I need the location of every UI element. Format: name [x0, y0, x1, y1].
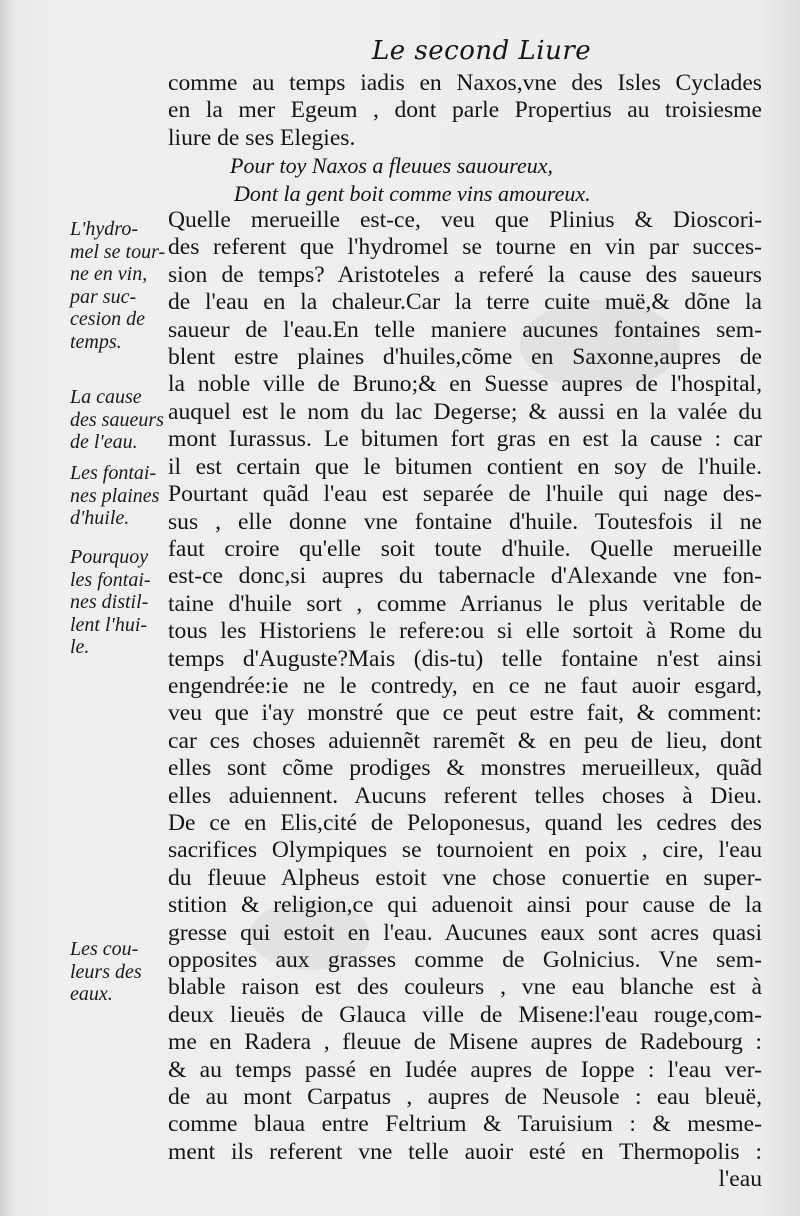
text-line: auquel est le nom du lac Degerse; & aussi en la valée du	[168, 398, 762, 425]
text-line: Quelle merueille est-ce, veu que Plinius & Dioscori-	[168, 207, 762, 234]
text-line: gresse qui estoit en l'eau. Aucunes eaux sont acres quasi	[168, 919, 762, 946]
margin-note-line: Les fontai-	[70, 462, 157, 484]
text-line: elles aduiennent. Aucuns referent telles choses à Dieu.	[168, 782, 762, 809]
margin-note-cause	[70, 386, 168, 454]
text-line: du fleuue Alpheus estoit vne chose conuertie en super-	[168, 864, 762, 891]
margin-note-line: mel se tour-	[70, 240, 166, 263]
main-text	[168, 70, 762, 1194]
margin-note-pourquoy	[70, 546, 168, 659]
text-line: saueur de l'eau.En telle maniere aucunes fontaines sem-	[168, 316, 762, 343]
text-line: De ce en Elis,cité de Peloponesus, quand les cedres des	[168, 809, 762, 836]
text-line: faut croire qu'elle soit toute d'huile. Quelle merueille	[168, 535, 762, 562]
text-line: & au temps passé en Iudée aupres de Ioppe : l'eau ver-	[168, 1056, 762, 1083]
margin-note-couleurs	[70, 938, 168, 1006]
margin-note-line: L'hydro-	[70, 218, 138, 240]
text-line: taine d'huile sort , comme Arrianus le plus veritable de	[168, 590, 762, 617]
text-line: deux lieuës de Glauca ville de Misene:l'eau rouge,com-	[168, 1001, 762, 1028]
margin-note-line: lent l'hui-	[70, 613, 148, 636]
margin-note-line: les fontai-	[70, 568, 151, 591]
text-line: temps d'Auguste?Mais (dis-tu) telle fontaine n'est ainsi	[168, 645, 762, 672]
text-line: car ces choses aduiennẽt raremẽt & en peu de lieu, dont	[168, 727, 762, 754]
text-line: Pourtant quãd l'eau est separée de l'huile qui nage des-	[168, 481, 762, 508]
margin-note-line: La cause	[70, 386, 142, 408]
text-line: ment ils referent vne telle auoir esté en Thermopolis :	[168, 1138, 762, 1165]
text-line: blable raison est des couleurs , vne eau blanche est à	[168, 974, 762, 1001]
verse-line: Pour toy Naxos a fleuues sauoureux,	[230, 153, 554, 179]
text-line: en la mer Egeum , dont parle Propertius au troisiesme	[168, 97, 762, 124]
margin-note-line: des saueurs	[70, 408, 164, 431]
margin-note-line: de l'eau.	[70, 431, 138, 453]
text-line: des referent que l'hydromel se tourne en vin par succes-	[168, 234, 762, 261]
text-line: comme au temps iadis en Naxos,vne des Isles Cyclades	[168, 70, 762, 96]
margin-note-line: temps.	[70, 330, 122, 353]
text-line: de au mont Carpatus , aupres de Neusole : eau bleuë,	[168, 1084, 762, 1111]
margin-note-line: Les cou-	[70, 938, 139, 960]
text-line: elles sont cõme prodiges & monstres merueilleux, quãd	[168, 755, 762, 782]
running-title: Le second Liure	[372, 36, 592, 66]
text-line: mont Iurassus. Le bitumen fort gras en est la cause : car	[168, 426, 762, 453]
text-line: comme blaua entre Feltrium & Taruisium : & mesme-	[168, 1111, 762, 1138]
text-line: sacrifices Olympiques se tournoient en poix , cire, l'eau	[168, 837, 762, 864]
text-line: la noble ville de Bruno;& en Suesse aupres de l'hospital,	[168, 371, 762, 398]
margin-note-line: le.	[70, 636, 90, 658]
margin-note-line: leurs des	[70, 960, 142, 983]
margin-note-hydromel	[70, 218, 168, 353]
margin-note-line: ne en vin,	[70, 263, 148, 285]
margin-note-line: par suc-	[70, 285, 137, 308]
margin-note-line: cesion de	[70, 308, 145, 330]
text-line: de l'eau en la chaleur.Car la terre cuite muë,& dõne la	[168, 289, 762, 316]
text-line: engendrée:ie ne le contredy, en ce ne faut auoir esgard,	[168, 672, 762, 699]
text-line: sion de temps? Aristoteles a referé la cause des saueurs	[168, 261, 762, 288]
margin-note-line: eaux.	[70, 983, 113, 1005]
verse-line: Dont la gent boit comme vins amoureux.	[234, 180, 591, 206]
text-line: tous les Historiens le refere:ou si elle sortoit à Rome du	[168, 618, 762, 645]
margin-note-fontaines	[70, 462, 168, 530]
catchword: l'eau	[718, 1166, 762, 1193]
margin-note-line: Pourquoy	[70, 546, 149, 568]
text-line: stition & religion,ce qui aduenoit ainsi pour cause de la	[168, 892, 762, 919]
text-line: veu que i'ay monstré que ce peut estre fait, & comment:	[168, 700, 762, 727]
text-line: me en Radera , fleuue de Misene aupres de Radebourg :	[168, 1029, 762, 1056]
text-line: sus , elle donne vne fontaine d'huile. Toutesfois il ne	[168, 508, 762, 535]
text-line: est-ce donc,si aupres du tabernacle d'Alexande vne fon-	[168, 563, 762, 590]
text-line: opposites aux grasses comme de Golnicius. Vne sem-	[168, 947, 762, 973]
text-line: blent estre plaines d'huiles,cõme en Saxonne,aupres de	[168, 344, 762, 371]
margin-note-line: d'huile.	[70, 507, 130, 529]
margin-note-line: nes distil-	[70, 591, 149, 613]
text-line: il est certain que le bitumen contient en soy de l'huile.	[168, 453, 762, 480]
margin-note-line: nes plaines	[70, 484, 160, 507]
text-line: liure de ses Elegies.	[168, 124, 356, 151]
